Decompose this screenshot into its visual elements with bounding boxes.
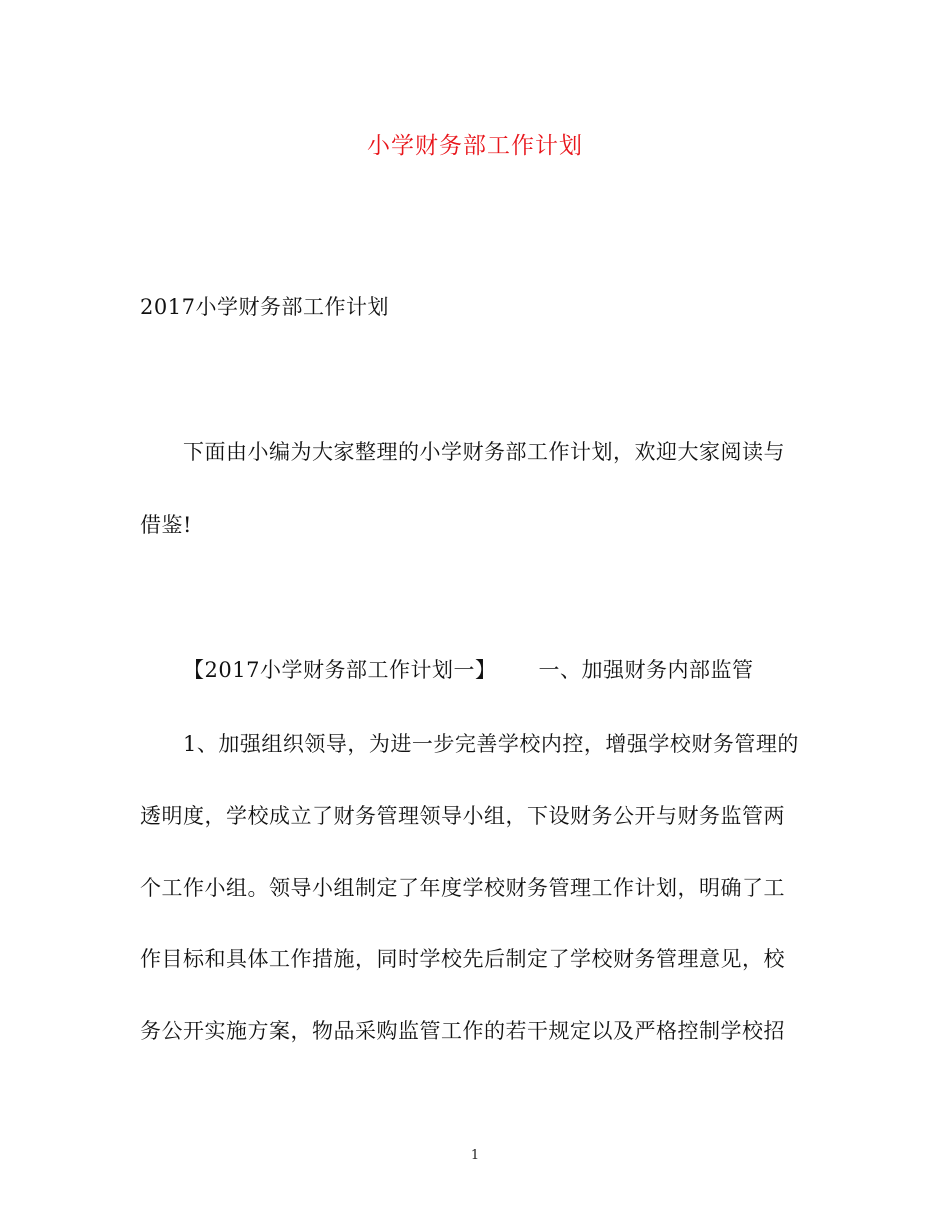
section-heading: 一、加强财务内部监管 (538, 658, 754, 682)
document-heading: 2017小学财务部工作计划 (140, 295, 389, 319)
document-title: 小学财务部工作计划 (367, 133, 583, 159)
body-line-2: 透明度，学校成立了财务管理领导小组，下设财务公开与财务监管两 (140, 804, 785, 828)
body-line-4: 作目标和具体工作措施，同时学校先后制定了学校财务管理意见，校 (140, 947, 785, 971)
page-number: 1 (470, 1148, 480, 1163)
body-line-1: 1、加强组织领导，为进一步完善学校内控，增强学校财务管理的 (183, 732, 799, 756)
intro-line-2: 借鉴! (140, 513, 192, 537)
body-line-3: 个工作小组。领导小组制定了年度学校财务管理工作计划，明确了工 (140, 876, 785, 900)
intro-line-1: 下面由小编为大家整理的小学财务部工作计划，欢迎大家阅读与 (183, 440, 785, 464)
body-line-5: 务公开实施方案，物品采购监管工作的若干规定以及严格控制学校招 (140, 1019, 785, 1043)
section-heading-row (183, 655, 863, 685)
section-label: 【2017小学财务部工作计划一】 (183, 658, 497, 682)
